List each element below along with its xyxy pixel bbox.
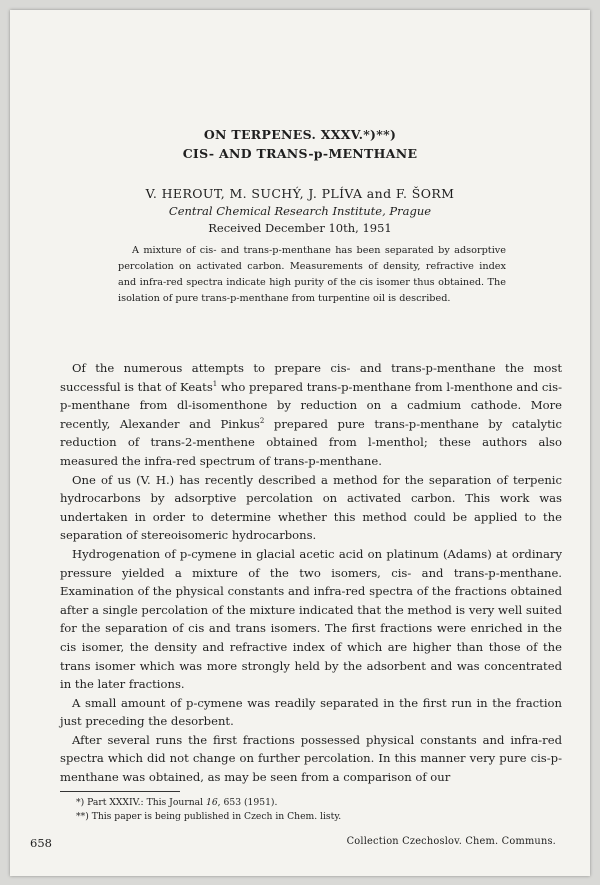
footnotes (76, 796, 556, 824)
journal-name: Collection Czechoslov. Chem. Communs. (346, 836, 556, 847)
reference-mark: 1 (212, 379, 218, 388)
footnote-1: *) Part XXXIV.: This Journal 16, 653 (1951). (76, 797, 278, 808)
footnote-rule (60, 791, 180, 792)
article-body (60, 359, 562, 787)
body-text: prepared pure trans-p-menthane by catalytic reduction of trans-2-menthene obtained from l-menthol; these authors also measured the infra-red spectrum of trans-p-menthane. (60, 416, 562, 468)
volume-number: 16 (205, 797, 218, 808)
abstract: A mixture of cis- and trans-p-menthane has been separated by adsorptive percolation on activated carbon. Measurements of density, refractive index and infra-red spectra indicate high purity of the cis isomer thus obtained. The isolation of pure trans-p-menthane from turpentine oil is described. (118, 245, 506, 304)
article-title-line1: ON TERPENES. XXXV.*)**) (203, 127, 397, 142)
page-number: 658 (30, 836, 52, 850)
footnote-2: **) This paper is being published in Czech in Chem. listy. (76, 811, 342, 822)
author-list: V. HEROUT, M. SUCHÝ, J. PLÍVA and F. ŠORM (145, 186, 455, 201)
body-paragraph-1 (60, 359, 562, 471)
body-paragraph-2: One of us (V. H.) has recently described a method for the separation of terpenic hydrocarbons by adsorptive percolation on activated carbon. This work was undertaken in order to determine whether this method could be applied to the separation of stereoisomeric hydrocarbons. (60, 472, 562, 543)
journal-page (10, 10, 590, 876)
body-paragraph-4: A small amount of p-cymene was readily separated in the first run in the fraction just preceding the desorbent. (60, 695, 562, 729)
received-date: Received December 10th, 1951 (208, 221, 392, 235)
body-paragraph-3: Hydrogenation of p-cymene in glacial acetic acid on platinum (Adams) at ordinary pressure yielded a mixture of the two isomers, cis- and trans-p-menthane. Examination of the physical constants and infra-red spectra of the fractions obtained after a single percolation of the mixture indicated that the method is very well suited for the separation of cis and trans isomers. The first fractions were enriched in the cis isomer, the density and refractive index of which are higher than those of the trans isomer which was more strongly held by the adsorbent and was concentrated in the later fractions. (60, 546, 562, 692)
body-text: Of the numerous attempts to prepare cis- and trans-p-menthane the most successful is that of Keats (60, 361, 562, 394)
article-title-line2: CIS- AND TRANS-p-MENTHANE (182, 146, 418, 161)
body-text: who prepared trans-p-menthane from l-menthone and cis-p-menthane from dl-isomenthone by reduction on a cadmium cathode. More recently, Alexander and Pinkus (60, 379, 563, 431)
reference-mark: 2 (259, 416, 265, 425)
body-paragraph-5: After several runs the first fractions possessed physical constants and infra-red spectra which did not change on further percolation. In this manner very pure cis-p-menthane was obtained, as may be seen from a comparison of our (60, 732, 562, 785)
institution: Central Chemical Research Institute, Prague (168, 204, 432, 218)
